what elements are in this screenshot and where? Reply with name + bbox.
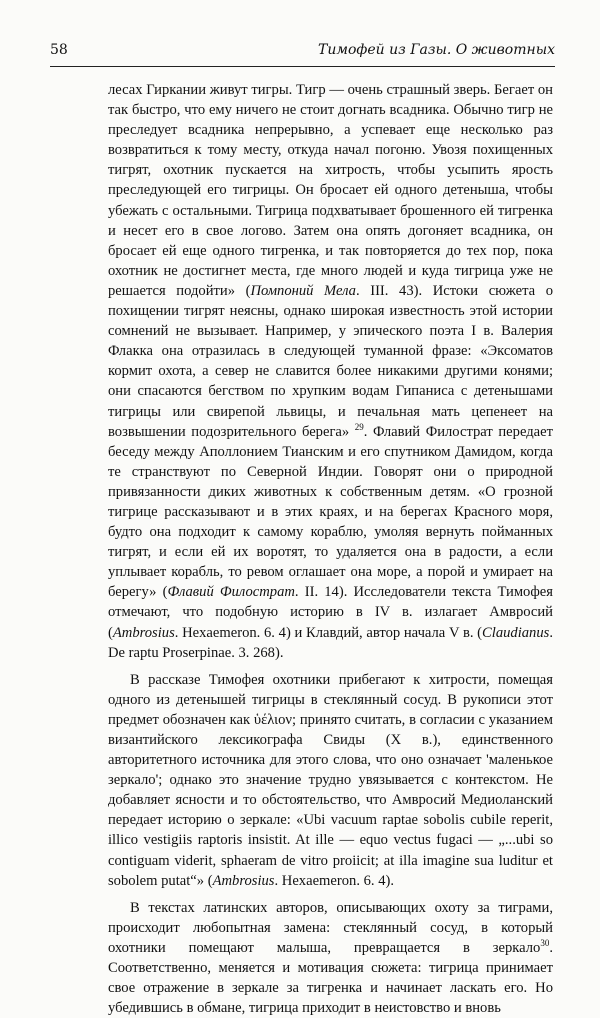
footnote-ref: 30 <box>540 938 550 949</box>
text-run: В текстах латинских авторов, описывающих охоту за тиграми, происходит любопытная замена: стеклянный сосуд, в который охотники помещают малыша, превращается в зеркало <box>108 899 553 956</box>
italic-run: Claudianus <box>482 624 550 641</box>
text-run: . Hexaemeron. 6. 4) и Клавдий, автор начала V в. ( <box>174 624 483 641</box>
italic-run: Флавий Филострат <box>167 584 295 601</box>
page-header <box>50 40 555 67</box>
paragraph <box>108 80 553 663</box>
text-run: . III. 43). Истоки сюжета о похищении тигрят неясны, однако широкая известность этой истории сомнений не вызывает. Например, у эпического поэта I в. Валерия Флакка она отразилась в следующей туманной фразе: «Эксоматов кормит охота, а север не славится более никакими другими конями; они спасаются бегством по хрупким водам Гипаниса с детенышами тигрицы или свирепой львицы, и печальная мать цепенеет на возвышении подозрительного берега» <box>108 282 553 440</box>
italic-run: Ambrosius <box>112 624 175 641</box>
text-run: . De raptu Proserpinae. 3. 268). <box>108 624 553 661</box>
italic-run: Помпоний Мела <box>250 282 356 299</box>
text-run: лесах Гиркании живут тигры. Тигр — очень страшный зверь. Бегает он так быстро, что ему ничего не стоит догнать всадника. Обычно тигр не преследует всадника непрерывно, а успевает еще несколько раз возвратиться к тому месту, откуда начал погоню. Увозя похищенных тигрят, охотник пускается на хитрость, чтобы усыпить ярость преследующей его тигрицы. Он бросает ей одного детеныша, чтобы убежать с остальными. Тигрица подхватывает брошенного ей тигренка и несет его в свое логово. Затем она опять догоняет всадника, он бросает ей еще одного тигренка, и так повторяется до тех пор, пока охотник не достигнет места, где много людей и куда тигрица уже не решается подойти» ( <box>108 82 553 299</box>
text-run: . II. 14). Исследователи текста Тимофея отмечают, что подобную историю в IV в. излагает Амвросий ( <box>108 584 553 641</box>
text-run: . Флавий Филострат передает беседу между Аполлонием Тианским и его спутником Дамидом, когда те странствуют по Северной Индии. Говорят они о природной привязанности диких животных к собственным детям. «О грозной тигрице рассказывают и в этих краях, и на берегах Красного моря, будто она подходит к самому кораблю, умоляя вернуть пойманных тигрят, и если ей их воротят, то удаляется она в радости, а если уплывает корабль, то ревом оглашает она море, а порой и умирает на берегу» ( <box>108 423 553 601</box>
footnote-ref: 29 <box>354 421 364 432</box>
body-text <box>108 80 553 1018</box>
text-run: . Соответственно, меняется и мотивация сюжета: тигрица принимает свое отражение в зеркале за тигренка и начинает ласкать его. Но убедившись в обмане, тигрица приходит в неистовство и вновь <box>108 939 553 1017</box>
running-title: Тимофей из Газы. О животных <box>318 42 555 58</box>
italic-run: Ambrosius <box>212 872 275 889</box>
text-run: . Hexaemeron. 6. 4). <box>274 872 395 889</box>
paragraph <box>108 670 553 891</box>
text-run: В рассказе Тимофея охотники прибегают к хитрости, помещая одного из детенышей тигрицы в стеклянный сосуд. В рукописи этот предмет обозначен как ὑέλιον; принято считать, в согласии с указанием византийского лексикографа Свиды (X в.), единственного авторитетного источника для этого слова, что оно означает 'маленькое зеркало'; однако это значение трудно увязывается с контекстом. Не добавляет ясности и то обстоятельство, что Амвросий Медиоланский передает историю о зеркале: «Ubi vacuum raptae sobolis cubile reperit, illico vestigiis raptoris insistit. At ille — equo vectus fugaci — „...ubi so contiguam viderit, sphaeram de vitro proiicit; at illa imagine sua luditur et sobolem putat“» ( <box>108 671 553 889</box>
page-number: 58 <box>50 42 68 58</box>
